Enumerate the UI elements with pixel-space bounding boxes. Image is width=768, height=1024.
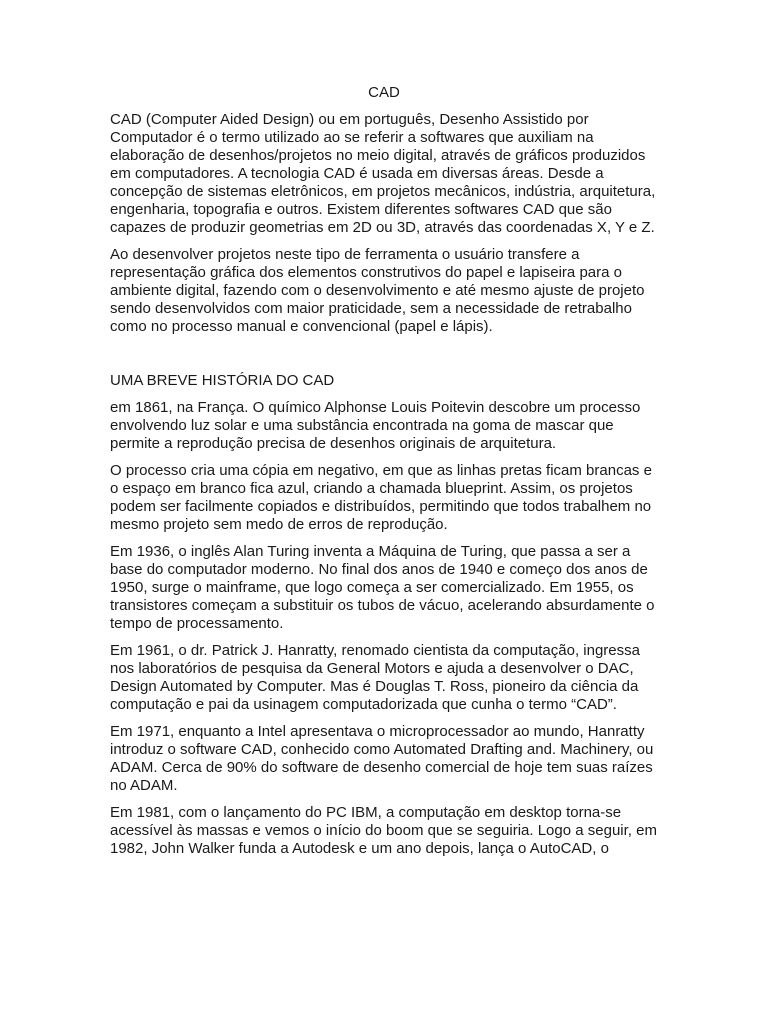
section-heading: UMA BREVE HISTÓRIA DO CAD	[110, 372, 335, 389]
intro-paragraph-2: Ao desenvolver projetos neste tipo de ferramenta o usuário transfere a representação gráfica dos elementos construtivos do papel e lapiseira para o ambiente digital, fazendo com o desenvolvimento e até mesmo ajuste de projeto sendo desenvolvidos com maior praticidade, sem a necessidade de retrabalho como no processo manual e convencional (papel e lápis).	[110, 246, 645, 335]
document-page	[110, 84, 658, 867]
history-paragraph-1: em 1861, na França. O químico Alphonse Louis Poitevin descobre um processo envolvendo luz solar e uma substância encontrada na goma de mascar que permite a reprodução precisa de desenhos originais de arquitetura.	[110, 399, 641, 452]
history-paragraph-2: O processo cria uma cópia em negativo, em que as linhas pretas ficam brancas e o espaço em branco fica azul, criando a chamada blueprint. Assim, os projetos podem ser facilmente copiados e distribuídos, permitindo que todos trabalhem no mesmo projeto sem medo de erros de reprodução.	[110, 462, 652, 533]
history-paragraph-5: Em 1971, enquanto a Intel apresentava o microprocessador ao mundo, Hanratty introduz o software CAD, conhecido como Automated Drafting and. Machinery, ou ADAM. Cerca de 90% do software de desenho comercial de hoje tem suas raízes no ADAM.	[110, 723, 654, 794]
history-paragraph-6: Em 1981, com o lançamento do PC IBM, a computação em desktop torna-se acessível às massas e vemos o início do boom que se seguiria. Logo a seguir, em 1982, John Walker funda a Autodesk e um ano depois, lança o AutoCAD, o	[110, 804, 657, 857]
intro-paragraph-1: CAD (Computer Aided Design) ou em português, Desenho Assistido por Computador é o termo utilizado ao se referir a softwares que auxiliam na elaboração de desenhos/projetos no meio digital, através de gráficos produzidos em computadores. A tecnologia CAD é usada em diversas áreas. Desde a concepção de sistemas eletrônicos, em projetos mecânicos, indústria, arquitetura, engenharia, topografia e outros. Existem diferentes softwares CAD que são capazes de produzir geometrias em 2D ou 3D, através das coordenadas X, Y e Z.	[110, 111, 656, 236]
document-title: CAD	[368, 84, 400, 101]
history-paragraph-4: Em 1961, o dr. Patrick J. Hanratty, renomado cientista da computação, ingressa nos laboratórios de pesquisa da General Motors e ajuda a desenvolver o DAC, Design Automated by Computer. Mas é Douglas T. Ross, pioneiro da ciência da computação e pai da usinagem computadorizada que cunha o termo “CAD”.	[110, 642, 640, 713]
history-paragraph-3: Em 1936, o inglês Alan Turing inventa a Máquina de Turing, que passa a ser a base do computador moderno. No final dos anos de 1940 e começo dos anos de 1950, surge o mainframe, que logo começa a ser comercializado. Em 1955, os transistores começam a substituir os tubos de vácuo, acelerando absurdamente o tempo de processamento.	[110, 543, 655, 632]
